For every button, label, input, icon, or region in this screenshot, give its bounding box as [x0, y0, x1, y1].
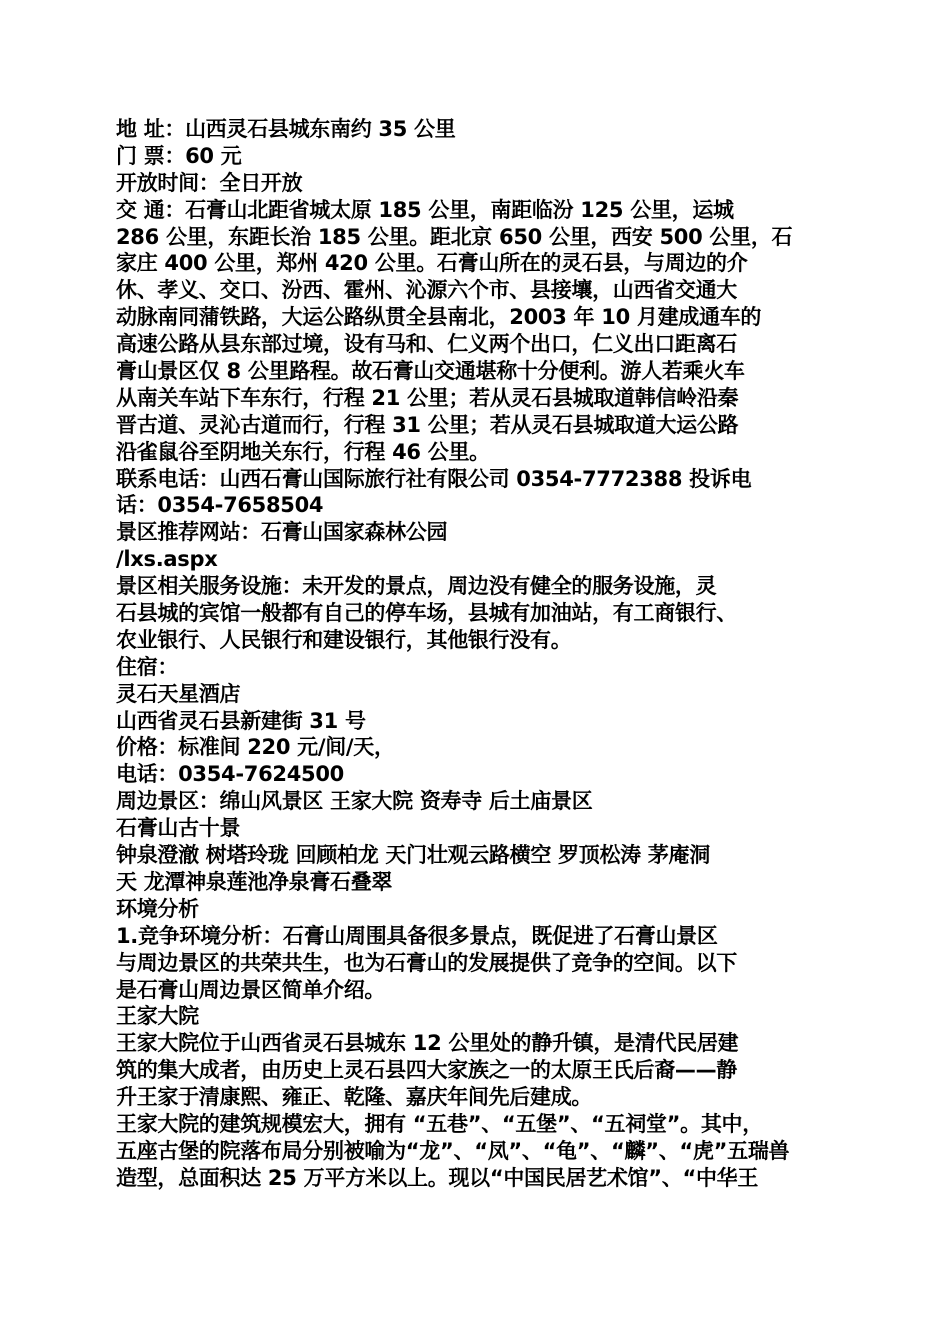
hotel-phone-line: 电话：0354-7624500: [116, 762, 344, 787]
wang-family-paragraph-line: 筑的集大成者，由历史上灵石县四大家族之一的太原王氏后裔——静: [116, 1058, 737, 1083]
transport-line: 从南关车站下车东行，行程 21 公里；若从灵石县城取道韩信岭沿秦: [116, 385, 739, 410]
wang-family-paragraph-line: 造型，总面积达 25 万平方米以上。现以“中国民居艺术馆”、“中华王: [116, 1165, 759, 1190]
ten-scenes-line: 钟泉澄澈 树塔玲珑 回顾柏龙 天门壮观云路横空 罗顶松涛 茅庵洞: [116, 843, 710, 868]
transport-line: 高速公路从县东部过境，设有马和、仁义两个出口，仁义出口距离石: [116, 332, 737, 357]
ten-scenes-line: 天 龙潭神泉莲池净泉膏石叠翠: [116, 869, 393, 894]
environment-analysis-heading: 环境分析: [116, 896, 199, 921]
transport-line: 沿雀鼠谷至阴地关东行，行程 46 公里。: [116, 439, 490, 464]
transport-line: 膏山景区仅 8 公里路程。故石膏山交通堪称十分便利。游人若乘火车: [116, 359, 745, 384]
contact-phone-line: 话：0354-7658504: [116, 493, 324, 518]
hotel-price-line: 价格：标准间 220 元/间/天，: [116, 735, 395, 760]
competition-analysis-line: 与周边景区的共荣共生，也为石膏山的发展提供了竞争的空间。以下: [116, 950, 737, 975]
lodging-heading: 住宿：: [116, 654, 179, 679]
ticket-line: 门 票：60 元: [116, 143, 242, 168]
wang-family-heading: 王家大院: [116, 1004, 199, 1029]
document-body: [116, 116, 840, 1192]
facilities-line: 景区相关服务设施：未开发的景点，周边没有健全的服务设施，灵: [116, 574, 717, 599]
transport-line: 动脉南同蒲铁路，大运公路纵贯全县南北，2003 年 10 月建成通车的: [116, 305, 762, 330]
transport-line: 休、孝义、交口、汾西、霍州、沁源六个市、县接壤，山西省交通大: [116, 278, 737, 303]
contact-phone-line: 联系电话：山西石膏山国际旅行社有限公司 0354-7772388 投诉电: [116, 466, 752, 491]
wang-family-paragraph-line: 王家大院位于山西省灵石县城东 12 公里处的静升镇，是清代民居建: [116, 1031, 739, 1056]
hotel-address-line: 山西省灵石县新建街 31 号: [116, 708, 366, 733]
wang-family-paragraph-line: 王家大院的建筑规模宏大，拥有 “五巷”、“五堡”、“五祠堂”。其中，: [116, 1111, 763, 1136]
address-line: 地 址：山西灵石县城东南约 35 公里: [116, 117, 456, 141]
competition-analysis-line: 是石膏山周边景区简单介绍。: [116, 977, 386, 1002]
ten-scenes-heading: 石膏山古十景: [116, 816, 241, 841]
competition-analysis-line: 1.竞争环境分析：石膏山周围具备很多景点，既促进了石膏山景区: [116, 923, 718, 948]
website-line: 景区推荐网站：石膏山国家森林公园: [116, 520, 448, 545]
opening-hours-line: 开放时间：全日开放: [116, 170, 303, 195]
transport-line: 家庄 400 公里，郑州 420 公里。石膏山所在的灵石县，与周边的介: [116, 251, 748, 276]
transport-line: 交 通：石膏山北距省城太原 185 公里，南距临汾 125 公里，运城: [116, 197, 734, 222]
wang-family-paragraph-line: 五座古堡的院落布局分别被喻为“龙”、“凤”、“龟”、“麟”、“虎”五瑞兽: [116, 1138, 790, 1163]
website-url-line: /lxs.aspx: [116, 547, 218, 572]
transport-line: 晋古道、灵沁古道而行，行程 31 公里；若从灵石县城取道大运公路: [116, 412, 739, 437]
hotel-name-line: 灵石天星酒店: [116, 681, 241, 706]
facilities-line: 石县城的宾馆一般都有自己的停车场，县城有加油站，有工商银行、: [116, 601, 737, 626]
wang-family-paragraph-line: 升王家于清康熙、雍正、乾隆、嘉庆年间先后建成。: [116, 1085, 593, 1110]
nearby-attractions-line: 周边景区：绵山风景区 王家大院 资寿寺 后土庙景区: [116, 789, 593, 814]
facilities-line: 农业银行、人民银行和建设银行，其他银行没有。: [116, 627, 572, 652]
transport-line: 286 公里，东距长治 185 公里。距北京 650 公里，西安 500 公里，石: [116, 224, 793, 249]
